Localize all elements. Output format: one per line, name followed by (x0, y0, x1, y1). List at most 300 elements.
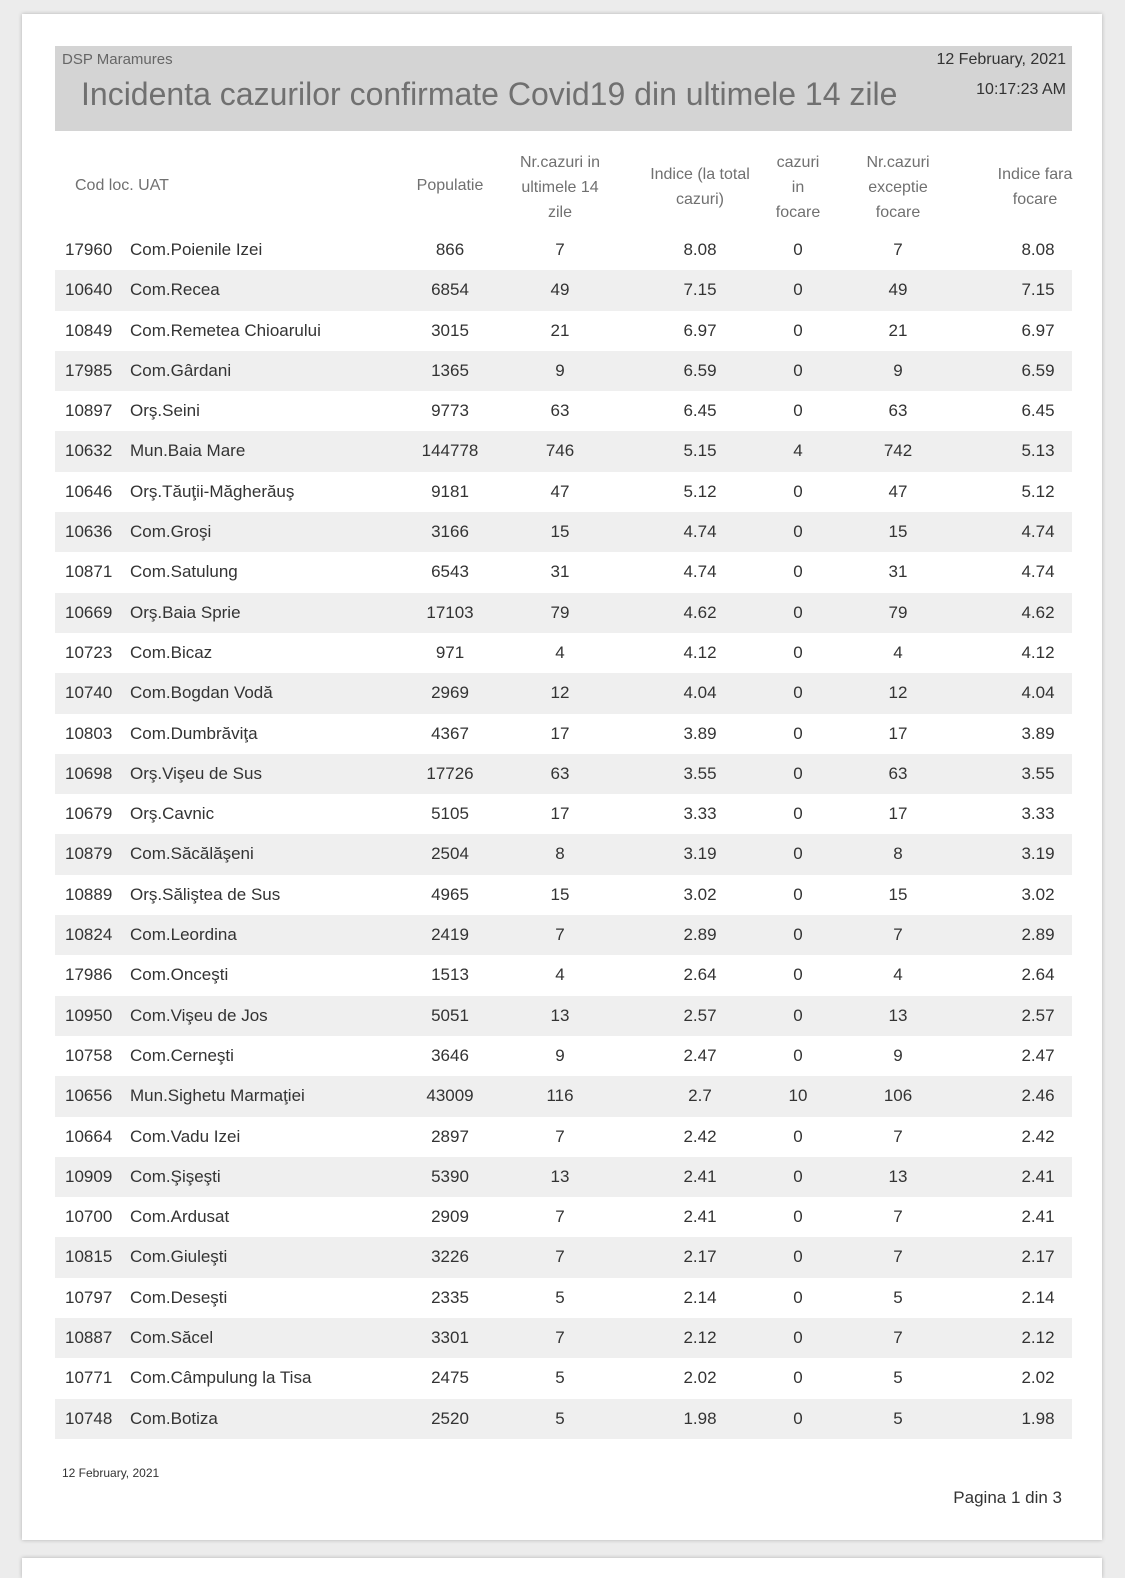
cell-index-no-outbreaks: 3.33 (1021, 804, 1055, 824)
cell-code: 17985 (65, 360, 113, 380)
cell-uat-name: Com.Bogdan Vodă (130, 683, 273, 703)
cell-index-no-outbreaks: 1.98 (1021, 1408, 1055, 1428)
col-cases-14d (505, 150, 615, 225)
cell-index-total: 4.74 (683, 522, 717, 542)
cell-uat-name: Orş.Săliştea de Sus (130, 884, 281, 904)
cell-cases-exception: 4 (893, 965, 903, 985)
cell-code: 10664 (65, 1126, 113, 1146)
table-row (55, 1117, 1072, 1157)
cell-cases-outbreaks: 0 (793, 723, 803, 743)
col-cases-outbreaks (768, 150, 828, 225)
cell-uat-name: Com.Săcălăşeni (130, 844, 254, 864)
cell-index-no-outbreaks: 4.12 (1021, 642, 1055, 662)
cell-cases-outbreaks: 0 (793, 1287, 803, 1307)
cell-cases-outbreaks: 0 (793, 602, 803, 622)
next-page-edge (22, 1558, 1102, 1578)
cell-cases-outbreaks: 0 (793, 1207, 803, 1227)
cell-cases-exception: 21 (888, 320, 908, 340)
cell-index-total: 8.08 (683, 240, 717, 259)
cell-code: 10740 (65, 683, 113, 703)
cell-index-total: 1.98 (683, 1408, 717, 1428)
cell-cases-14d: 31 (550, 562, 570, 582)
cell-uat-name: Com.Dumbrăviţa (130, 723, 258, 743)
cell-cases-exception: 106 (883, 1086, 913, 1106)
cell-index-total: 3.33 (683, 804, 717, 824)
cell-cases-outbreaks: 0 (793, 240, 803, 259)
cell-cases-outbreaks: 0 (793, 763, 803, 783)
cell-cases-14d: 7 (555, 925, 565, 945)
cell-cases-exception: 13 (888, 1005, 908, 1025)
cell-cases-exception: 63 (888, 763, 908, 783)
cell-code: 10871 (65, 562, 113, 582)
cell-index-no-outbreaks: 6.59 (1021, 360, 1055, 380)
table-row (55, 714, 1072, 754)
col-code-uat: Cod loc. UAT (75, 177, 169, 194)
cell-uat-name: Mun.Baia Mare (130, 441, 246, 461)
cell-cases-exception: 15 (888, 884, 908, 904)
cell-cases-14d: 5 (555, 1287, 565, 1307)
cell-cases-outbreaks: 0 (793, 1005, 803, 1025)
cell-cases-exception: 742 (883, 441, 913, 461)
cell-index-total: 6.59 (683, 360, 717, 380)
cell-population: 3301 (431, 1328, 469, 1348)
cell-uat-name: Com.Gârdani (130, 360, 232, 380)
report-page (22, 14, 1102, 1540)
cell-index-no-outbreaks: 4.62 (1021, 602, 1055, 622)
col-population: Populatie (416, 177, 484, 194)
col-cases-14d-line2: ultimele 14 (521, 179, 599, 196)
cell-uat-name: Com.Botiza (130, 1408, 218, 1428)
cell-code: 10889 (65, 884, 113, 904)
cell-cases-14d: 13 (550, 1005, 570, 1025)
table-row (55, 1278, 1072, 1318)
cell-index-total: 7.15 (683, 280, 717, 300)
cell-index-total: 2.42 (683, 1126, 717, 1146)
table-row (55, 391, 1072, 431)
cell-code: 10909 (65, 1166, 113, 1186)
cell-index-no-outbreaks: 2.14 (1021, 1287, 1055, 1307)
cell-code: 10887 (65, 1328, 113, 1348)
cell-cases-outbreaks: 0 (793, 804, 803, 824)
cell-population: 17103 (426, 602, 474, 622)
cell-index-total: 5.15 (683, 441, 717, 461)
cell-index-total: 6.97 (683, 320, 717, 340)
cell-cases-14d: 49 (550, 280, 570, 300)
cell-index-total: 5.12 (683, 481, 717, 501)
cell-code: 17960 (65, 240, 113, 259)
cell-cases-exception: 5 (893, 1368, 903, 1388)
cell-population: 3646 (431, 1045, 469, 1065)
cell-cases-exception: 5 (893, 1408, 903, 1428)
cell-population: 5105 (431, 804, 469, 824)
cell-cases-14d: 746 (545, 441, 575, 461)
cell-code: 10879 (65, 844, 113, 864)
cell-cases-14d: 13 (550, 1166, 570, 1186)
table-row (55, 431, 1072, 471)
cell-cases-outbreaks: 10 (788, 1086, 808, 1106)
cell-cases-14d: 5 (555, 1368, 565, 1388)
cell-index-total: 4.04 (683, 683, 717, 703)
cell-population: 2419 (431, 925, 469, 945)
cell-index-total: 2.12 (683, 1328, 717, 1348)
cell-cases-outbreaks: 0 (793, 280, 803, 300)
cell-code: 10950 (65, 1005, 113, 1025)
col-index-no-outbreaks (985, 162, 1085, 212)
cell-cases-14d: 15 (550, 884, 570, 904)
cell-cases-14d: 5 (555, 1408, 565, 1428)
cell-cases-outbreaks: 0 (793, 522, 803, 542)
cell-population: 4965 (431, 884, 469, 904)
cell-cases-outbreaks: 0 (793, 1368, 803, 1388)
report-title: Incidenta cazurilor confirmate Covid19 din ultimele 14 zile (81, 76, 898, 112)
col-cases-exception-line1: Nr.cazuri (866, 154, 930, 171)
cell-uat-name: Com.Groşi (130, 522, 212, 542)
cell-population: 2897 (431, 1126, 469, 1146)
table-row (55, 633, 1072, 673)
cell-cases-14d: 9 (555, 360, 565, 380)
cell-cases-outbreaks: 0 (793, 401, 803, 421)
cell-cases-outbreaks: 0 (793, 1247, 803, 1267)
cell-cases-exception: 5 (893, 1287, 903, 1307)
report-header (55, 46, 1072, 131)
col-cases-outbreaks-line1: cazuri (776, 154, 820, 171)
table-row (55, 1076, 1072, 1116)
cell-index-no-outbreaks: 3.89 (1021, 723, 1055, 743)
cell-cases-14d: 17 (550, 723, 570, 743)
cell-index-total: 4.62 (683, 602, 717, 622)
cell-uat-name: Orş.Baia Sprie (130, 602, 241, 622)
cell-cases-outbreaks: 0 (793, 360, 803, 380)
table-row (55, 552, 1072, 592)
table-row (55, 230, 1072, 270)
cell-uat-name: Com.Satulung (130, 562, 238, 582)
cell-cases-outbreaks: 0 (793, 925, 803, 945)
cell-population: 1365 (431, 360, 469, 380)
cell-cases-14d: 63 (550, 763, 570, 783)
cell-index-no-outbreaks: 8.08 (1021, 240, 1055, 259)
table-row (55, 673, 1072, 713)
cell-uat-name: Orş.Seini (130, 401, 200, 421)
cell-code: 10803 (65, 723, 113, 743)
table-row (55, 1358, 1072, 1398)
table-row (55, 1036, 1072, 1076)
cell-uat-name: Com.Deseşti (130, 1287, 228, 1307)
cell-index-no-outbreaks: 3.02 (1021, 884, 1055, 904)
cell-code: 17986 (65, 965, 113, 985)
cell-cases-14d: 7 (555, 1207, 565, 1227)
cell-uat-name: Com.Şişeşti (130, 1166, 221, 1186)
cell-index-total: 4.74 (683, 562, 717, 582)
cell-cases-outbreaks: 0 (793, 965, 803, 985)
table-row (55, 875, 1072, 915)
cell-code: 10797 (65, 1287, 113, 1307)
cell-index-total: 6.45 (683, 401, 717, 421)
table-row (55, 1318, 1072, 1358)
cell-code: 10640 (65, 280, 113, 300)
cell-cases-exception: 9 (893, 1045, 903, 1065)
cell-population: 2909 (431, 1207, 469, 1227)
cell-population: 2335 (431, 1287, 469, 1307)
table-row (55, 1157, 1072, 1197)
cell-index-total: 2.47 (683, 1045, 717, 1065)
cell-cases-exception: 49 (888, 280, 908, 300)
cell-cases-outbreaks: 0 (793, 1126, 803, 1146)
cell-index-no-outbreaks: 2.02 (1021, 1368, 1055, 1388)
cell-uat-name: Com.Câmpulung la Tisa (130, 1368, 312, 1388)
cell-uat-name: Com.Giuleşti (130, 1247, 228, 1267)
cell-code: 10723 (65, 642, 113, 662)
cell-cases-outbreaks: 0 (793, 844, 803, 864)
cell-uat-name: Com.Remetea Chioarului (130, 320, 321, 340)
cell-cases-outbreaks: 0 (793, 884, 803, 904)
col-cases-exception-line3: focare (875, 204, 921, 221)
cell-population: 6854 (431, 280, 469, 300)
cell-population: 2504 (431, 844, 469, 864)
cell-uat-name: Com.Poienile Izei (130, 240, 263, 259)
cell-population: 2520 (431, 1408, 469, 1428)
table-row (55, 1197, 1072, 1237)
cell-index-total: 2.02 (683, 1368, 717, 1388)
cell-population: 5390 (431, 1166, 469, 1186)
cell-cases-14d: 116 (546, 1086, 574, 1106)
cell-cases-14d: 9 (555, 1045, 565, 1065)
cell-index-total: 2.14 (683, 1287, 717, 1307)
cell-population: 2475 (431, 1368, 469, 1388)
cell-index-no-outbreaks: 3.55 (1021, 763, 1055, 783)
cell-index-no-outbreaks: 2.46 (1021, 1086, 1055, 1106)
table-row (55, 834, 1072, 874)
incidence-table (55, 230, 1072, 1439)
footer-date: 12 February, 2021 (62, 1466, 160, 1480)
cell-cases-outbreaks: 0 (793, 320, 803, 340)
cell-cases-exception: 7 (893, 1328, 903, 1348)
table-row (55, 512, 1072, 552)
cell-cases-14d: 7 (555, 1126, 565, 1146)
cell-population: 5051 (431, 1005, 469, 1025)
table-row (55, 270, 1072, 310)
cell-cases-outbreaks: 0 (793, 1166, 803, 1186)
cell-population: 43009 (426, 1086, 474, 1106)
cell-cases-14d: 7 (555, 1328, 565, 1348)
col-cases-exception (853, 150, 943, 225)
cell-cases-exception: 79 (888, 602, 908, 622)
table-row (55, 351, 1072, 391)
col-index-total-line1: Indice (la total (650, 166, 750, 183)
cell-population: 1513 (431, 965, 469, 985)
page-number: Pagina 1 din 3 (953, 1488, 1062, 1507)
cell-cases-exception: 7 (893, 1207, 903, 1227)
cell-uat-name: Com.Săcel (130, 1328, 214, 1348)
cell-cases-outbreaks: 0 (793, 642, 803, 662)
cell-index-total: 2.41 (683, 1207, 717, 1227)
cell-uat-name: Com.Recea (130, 280, 220, 300)
organization-name: DSP Maramures (62, 51, 173, 68)
cell-cases-exception: 47 (888, 481, 908, 501)
cell-cases-outbreaks: 0 (793, 1045, 803, 1065)
col-cases-14d-line3: zile (547, 204, 572, 221)
table-row (55, 915, 1072, 955)
cell-cases-exception: 15 (888, 522, 908, 542)
cell-index-no-outbreaks: 2.89 (1021, 925, 1055, 945)
cell-uat-name: Orş.Cavnic (130, 804, 215, 824)
table-row (55, 794, 1072, 834)
cell-cases-14d: 47 (550, 481, 570, 501)
cell-cases-exception: 4 (893, 642, 903, 662)
cell-index-no-outbreaks: 2.57 (1021, 1005, 1055, 1025)
cell-code: 10748 (65, 1408, 113, 1428)
table-row (55, 996, 1072, 1036)
cell-index-total: 3.89 (683, 723, 717, 743)
cell-index-no-outbreaks: 2.41 (1021, 1166, 1055, 1186)
cell-uat-name: Com.Onceşti (130, 965, 229, 985)
cell-index-total: 2.89 (683, 925, 717, 945)
cell-index-no-outbreaks: 7.15 (1021, 280, 1055, 300)
cell-cases-14d: 7 (555, 1247, 565, 1267)
cell-cases-14d: 12 (550, 683, 570, 703)
cell-cases-14d: 8 (555, 844, 565, 864)
column-headers (55, 146, 1072, 226)
report-date: 12 February, 2021 (936, 51, 1066, 68)
cell-index-no-outbreaks: 2.17 (1021, 1247, 1055, 1267)
cell-cases-exception: 7 (893, 1247, 903, 1267)
cell-index-total: 3.55 (683, 763, 717, 783)
cell-index-no-outbreaks: 2.47 (1021, 1045, 1055, 1065)
cell-code: 10632 (65, 441, 113, 461)
cell-code: 10897 (65, 401, 113, 421)
cell-index-no-outbreaks: 4.74 (1021, 522, 1055, 542)
cell-index-total: 3.19 (683, 844, 717, 864)
cell-code: 10656 (65, 1086, 113, 1106)
cell-uat-name: Com.Cerneşti (130, 1045, 234, 1065)
cell-cases-exception: 13 (888, 1166, 908, 1186)
cell-cases-14d: 4 (555, 965, 565, 985)
cell-population: 866 (435, 240, 465, 259)
cell-uat-name: Com.Bicaz (130, 642, 213, 662)
table-row (55, 593, 1072, 633)
cell-population: 2969 (431, 683, 469, 703)
cell-cases-exception: 7 (893, 240, 903, 259)
cell-cases-14d: 21 (550, 320, 570, 340)
col-index-no-outbreaks-line2: focare (1012, 191, 1058, 208)
cell-index-total: 2.17 (683, 1247, 717, 1267)
cell-uat-name: Com.Vişeu de Jos (130, 1005, 268, 1025)
cell-cases-14d: 17 (550, 804, 570, 824)
cell-index-no-outbreaks: 2.12 (1021, 1328, 1055, 1348)
cell-code: 10824 (65, 925, 113, 945)
cell-code: 10849 (65, 320, 113, 340)
cell-population: 4367 (431, 723, 469, 743)
cell-index-total: 2.57 (683, 1005, 717, 1025)
col-index-no-outbreaks-line1: Indice fara (997, 166, 1073, 183)
col-index-total (635, 162, 765, 212)
cell-population: 17726 (426, 763, 474, 783)
cell-index-no-outbreaks: 6.97 (1021, 320, 1055, 340)
cell-cases-14d: 7 (555, 240, 565, 259)
report-time: 10:17:23 AM (976, 81, 1066, 98)
cell-code: 10771 (65, 1368, 113, 1388)
cell-population: 3166 (431, 522, 469, 542)
cell-code: 10679 (65, 804, 113, 824)
cell-code: 10758 (65, 1045, 113, 1065)
cell-uat-name: Com.Leordina (130, 925, 237, 945)
col-cases-outbreaks-line2: in (791, 179, 805, 196)
cell-cases-exception: 63 (888, 401, 908, 421)
cell-index-no-outbreaks: 6.45 (1021, 401, 1055, 421)
cell-index-no-outbreaks: 4.04 (1021, 683, 1055, 703)
cell-code: 10698 (65, 763, 113, 783)
cell-population: 9181 (431, 481, 469, 501)
col-cases-outbreaks-line3: focare (775, 204, 821, 221)
cell-population: 3226 (431, 1247, 469, 1267)
cell-index-no-outbreaks: 2.41 (1021, 1207, 1055, 1227)
cell-cases-14d: 79 (550, 602, 570, 622)
cell-cases-outbreaks: 0 (793, 1328, 803, 1348)
table-row (55, 311, 1072, 351)
cell-index-no-outbreaks: 2.42 (1021, 1126, 1055, 1146)
table-row (55, 1399, 1072, 1439)
col-cases-exception-line2: exceptie (868, 179, 928, 196)
cell-index-no-outbreaks: 5.12 (1021, 481, 1055, 501)
cell-cases-exception: 17 (888, 804, 908, 824)
cell-index-total: 3.02 (683, 884, 717, 904)
cell-uat-name: Mun.Sighetu Marmaţiei (130, 1086, 305, 1106)
col-cases-14d-line1: Nr.cazuri in (519, 154, 601, 171)
cell-code: 10669 (65, 602, 113, 622)
cell-uat-name: Com.Vadu Izei (130, 1126, 241, 1146)
cell-cases-14d: 15 (550, 522, 570, 542)
col-index-total-line2: cazuri) (675, 191, 724, 208)
table-row (55, 955, 1072, 995)
cell-code: 10646 (65, 481, 113, 501)
cell-index-total: 2.7 (688, 1086, 712, 1106)
cell-uat-name: Orş.Tăuţii-Măgherăuş (130, 481, 295, 501)
cell-population: 6543 (431, 562, 469, 582)
table-row (55, 472, 1072, 512)
table-row (55, 1237, 1072, 1277)
cell-cases-outbreaks: 4 (793, 441, 803, 461)
cell-index-no-outbreaks: 2.64 (1021, 965, 1055, 985)
cell-cases-outbreaks: 0 (793, 481, 803, 501)
cell-index-total: 4.12 (683, 642, 717, 662)
cell-cases-outbreaks: 0 (793, 683, 803, 703)
cell-cases-exception: 8 (893, 844, 903, 864)
cell-code: 10815 (65, 1247, 113, 1267)
table-row (55, 754, 1072, 794)
cell-uat-name: Orş.Vişeu de Sus (130, 763, 262, 783)
cell-cases-exception: 12 (888, 683, 908, 703)
cell-cases-exception: 9 (893, 360, 903, 380)
cell-population: 3015 (431, 320, 469, 340)
cell-code: 10636 (65, 522, 113, 542)
cell-index-no-outbreaks: 5.13 (1021, 441, 1055, 461)
cell-uat-name: Com.Ardusat (130, 1207, 230, 1227)
cell-cases-14d: 4 (555, 642, 565, 662)
cell-index-no-outbreaks: 4.74 (1021, 562, 1055, 582)
cell-index-total: 2.64 (683, 965, 717, 985)
cell-cases-exception: 7 (893, 925, 903, 945)
cell-cases-outbreaks: 0 (793, 1408, 803, 1428)
cell-population: 144778 (421, 441, 479, 461)
cell-cases-exception: 17 (888, 723, 908, 743)
cell-population: 9773 (431, 401, 469, 421)
cell-cases-exception: 7 (893, 1126, 903, 1146)
cell-code: 10700 (65, 1207, 113, 1227)
cell-cases-exception: 31 (888, 562, 908, 582)
cell-index-total: 2.41 (683, 1166, 717, 1186)
cell-population: 971 (435, 642, 465, 662)
cell-index-no-outbreaks: 3.19 (1021, 844, 1055, 864)
cell-cases-14d: 63 (550, 401, 570, 421)
